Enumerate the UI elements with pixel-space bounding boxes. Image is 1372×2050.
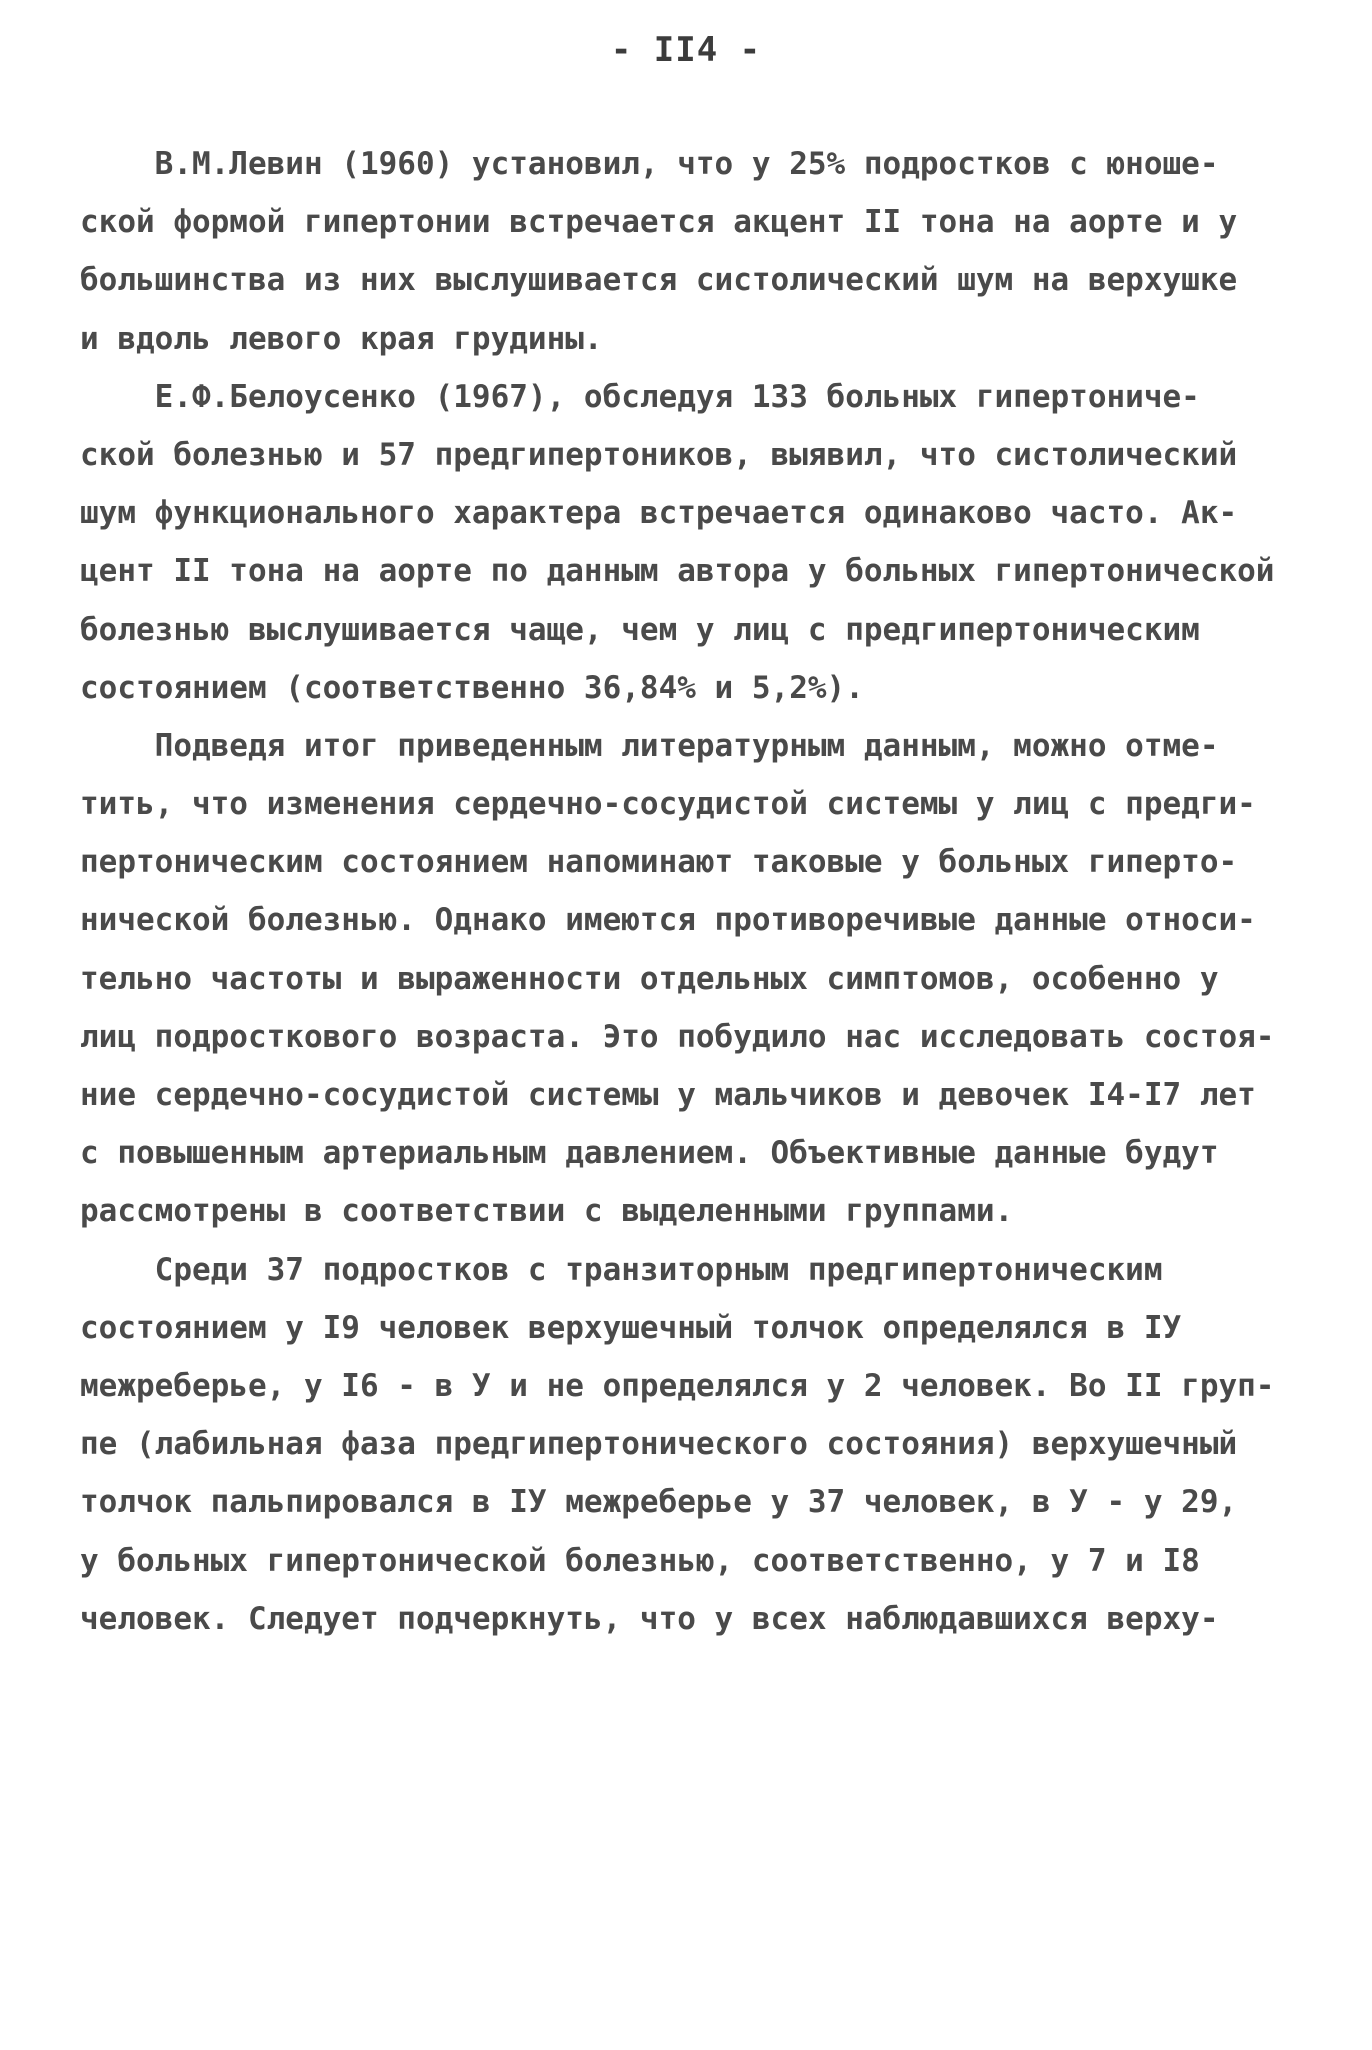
text-line: ние сердечно-сосудистой системы у мальчиков и девочек I4-I7 лет bbox=[80, 1077, 1256, 1113]
text-line: состоянием у I9 человек верхушечный толчок определялся в IУ bbox=[80, 1309, 1182, 1346]
text-line: Среди 37 подростков с транзиторным предгипертоническим bbox=[80, 1251, 1163, 1288]
text-line: лиц подросткового возраста. Это побудило нас исследовать состоя- bbox=[80, 1018, 1275, 1055]
text-line: и вдоль левого края грудины. bbox=[80, 320, 603, 357]
text-line: пе (лабильная фаза предгипертонического состояния) верхушечный bbox=[80, 1426, 1238, 1463]
text-line: Подведя итог приведенным литературным данным, можно отме- bbox=[80, 727, 1219, 764]
text-line: человек. Следует подчеркнуть, что у всех наблюдавшихся верху- bbox=[80, 1600, 1219, 1637]
text-line: тельно частоты и выраженности отдельных симптомов, особенно у bbox=[80, 960, 1219, 997]
text-line: ской болезнью и 57 предгипертоников, выявил, что систолический bbox=[80, 436, 1238, 473]
text-line: пертоническим состоянием напоминают таковые у больных гиперто- bbox=[80, 844, 1238, 881]
page-number: - II4 - bbox=[610, 30, 762, 70]
text-line: Е.Ф.Белоусенко (1967), обследуя 133 больных гипертониче- bbox=[80, 378, 1200, 415]
text-line: межреберье, у I6 - в У и не определялся у 2 человек. Во II груп- bbox=[80, 1367, 1275, 1404]
text-line: болезнью выслушивается чаще, чем у лиц с предгипертоническим bbox=[80, 611, 1200, 648]
text-line: цент II тона на аорте по данным автора у больных гипертонической bbox=[80, 553, 1275, 590]
text-line: шум функционального характера встречается одинаково часто. Ак- bbox=[80, 495, 1238, 532]
text-line: В.М.Левин (1960) установил, что у 25% подростков с юноше- bbox=[80, 146, 1219, 182]
text-line: тить, что изменения сердечно-сосудистой системы у лиц с предги- bbox=[80, 786, 1256, 823]
text-line: состоянием (соответственно 36,84% и 5,2%). bbox=[80, 669, 864, 706]
text-line: с повышенным артериальным давлением. Объективные данные будут bbox=[80, 1135, 1219, 1172]
text-line: у больных гипертонической болезнью, соответственно, у 7 и I8 bbox=[80, 1542, 1200, 1579]
text-line: нической болезнью. Однако имеются противоречивые данные относи- bbox=[80, 902, 1256, 939]
text-line: большинства из них выслушивается систолический шум на верхушке bbox=[80, 262, 1238, 299]
text-line: рассмотрены в соответствии с выделенными группами. bbox=[80, 1193, 1014, 1230]
text-line: ской формой гипертонии встречается акцент II тона на аорте и у bbox=[80, 204, 1238, 241]
text-line: толчок пальпировался в IУ межреберье у 37 человек, в У - у 29, bbox=[80, 1484, 1238, 1521]
body-text bbox=[80, 135, 1320, 1648]
